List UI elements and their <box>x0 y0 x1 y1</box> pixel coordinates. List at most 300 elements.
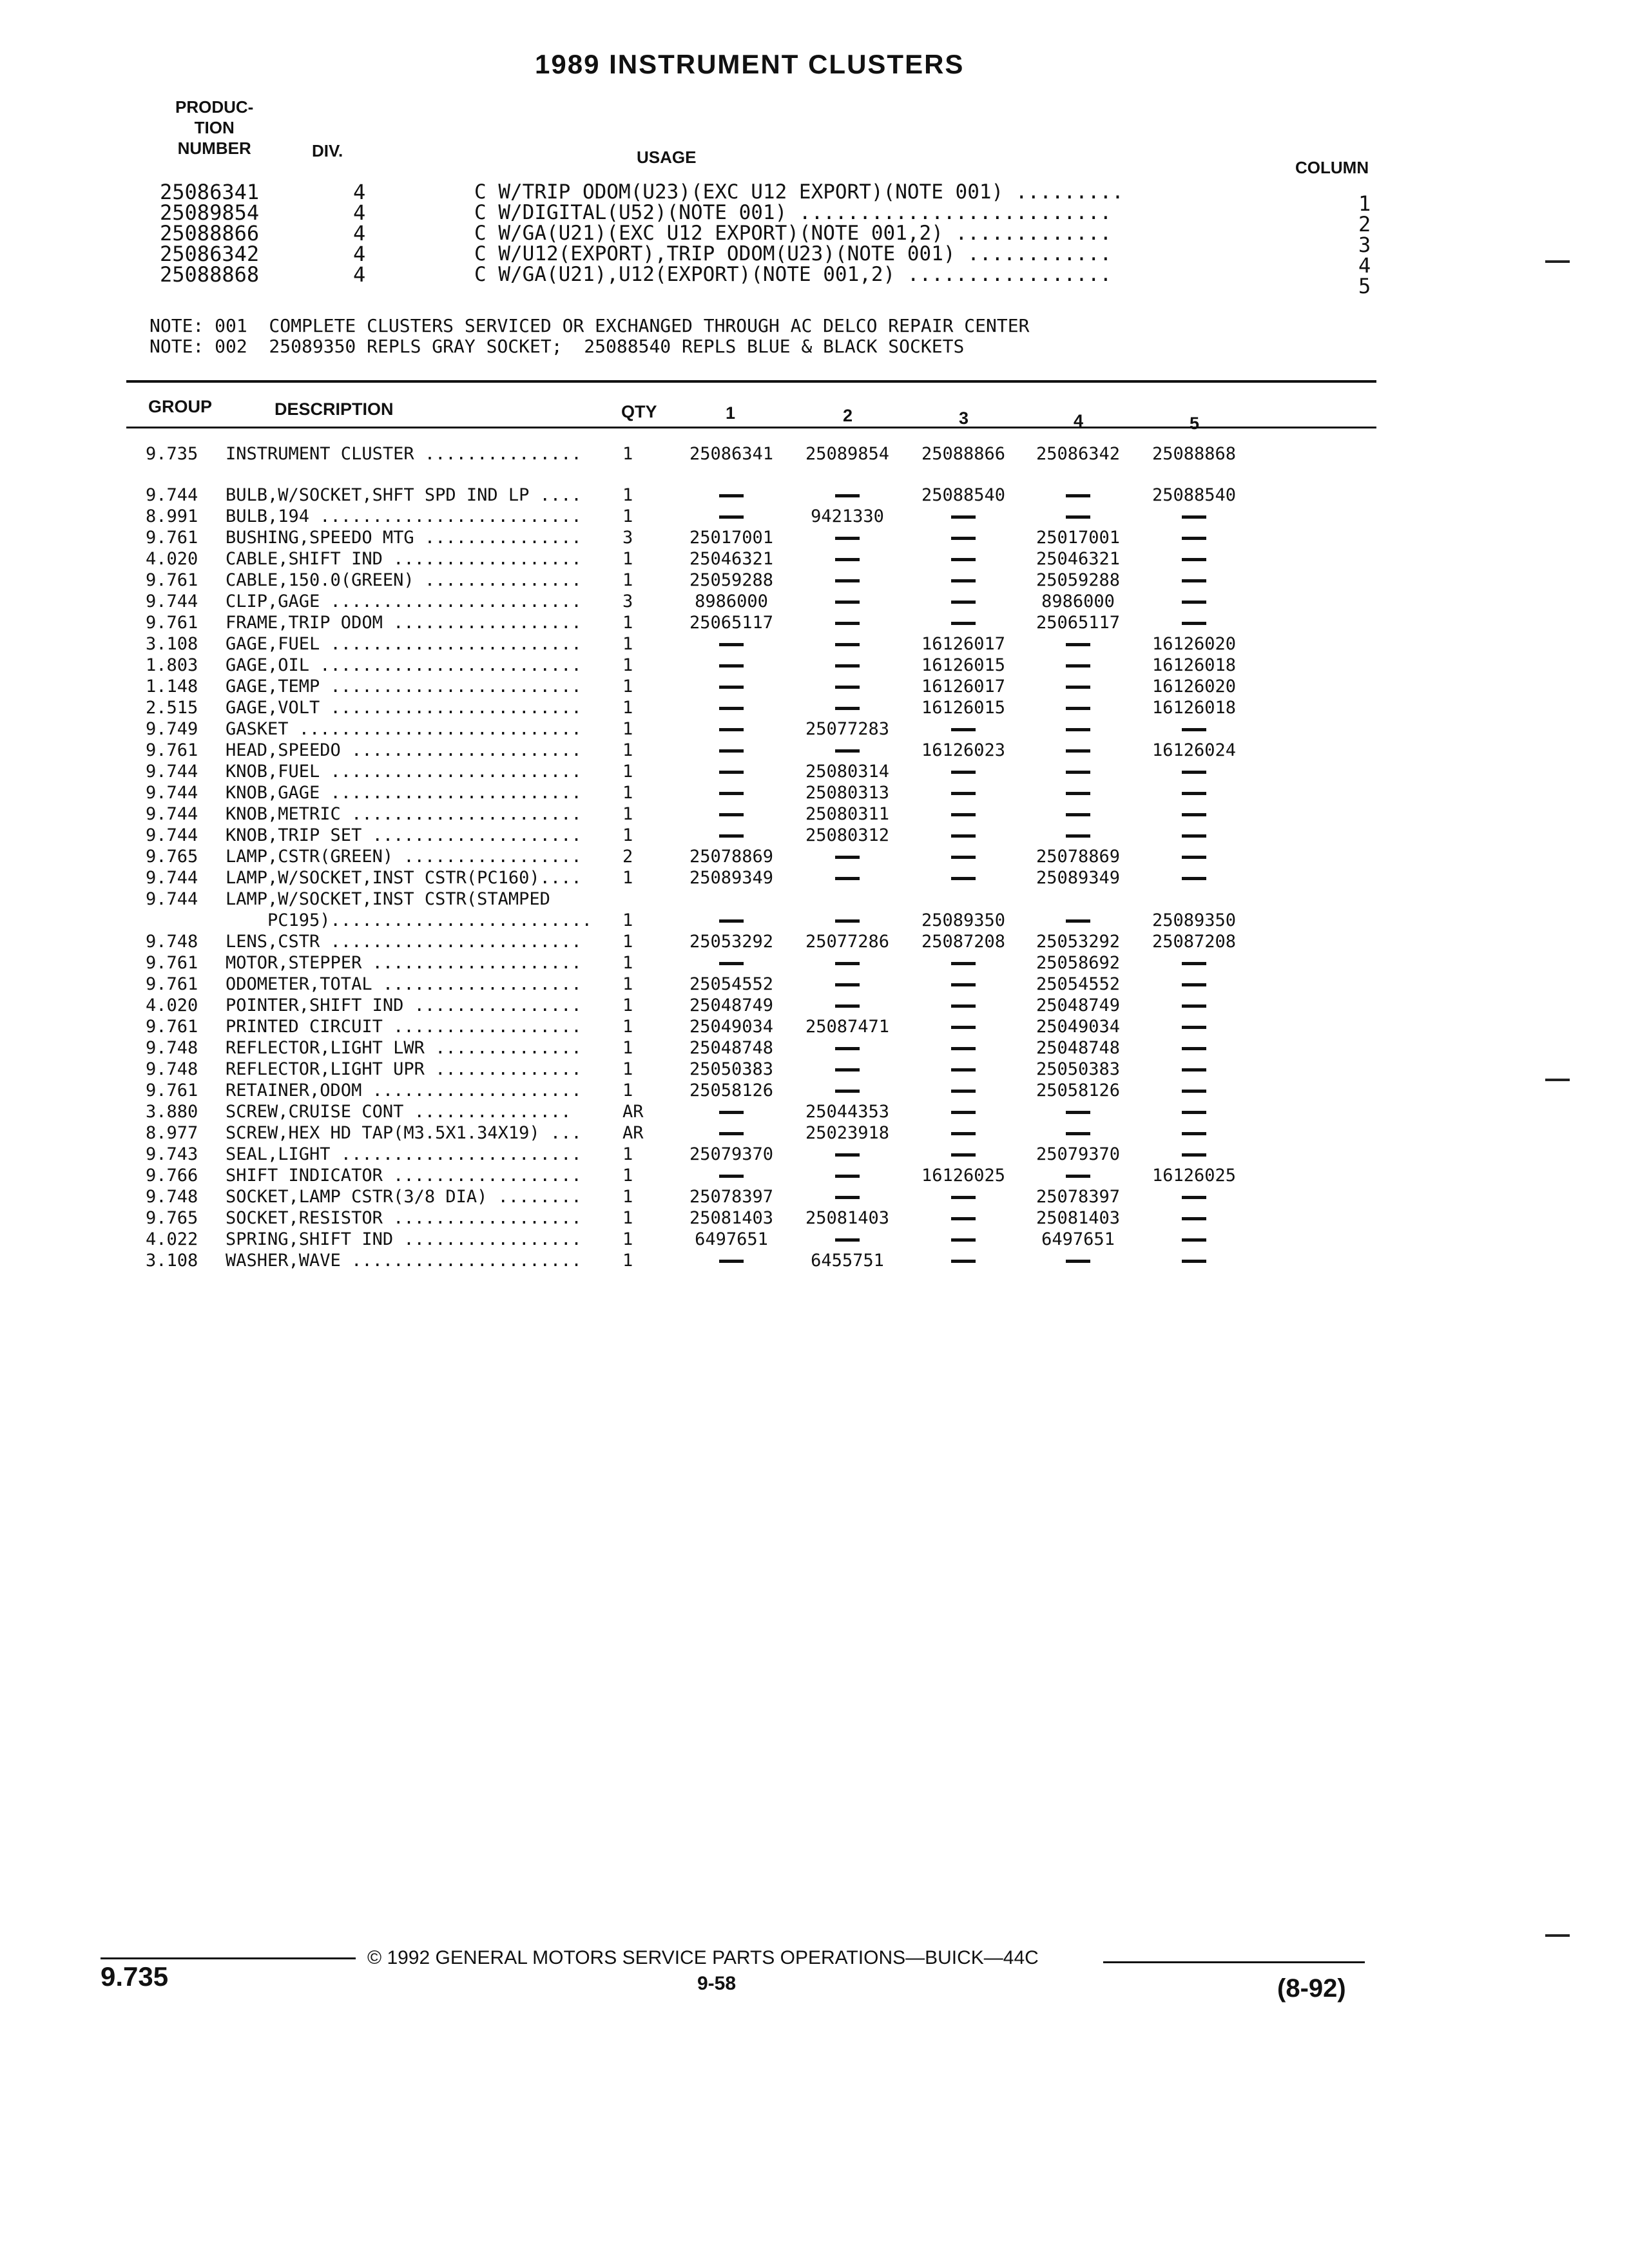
col-4-cell: 25046321 <box>1036 549 1121 569</box>
table-row <box>0 803 1629 825</box>
description-cell: HEAD,SPEEDO ...................... <box>226 740 582 760</box>
col-3-cell <box>909 1059 1018 1080</box>
col-1-cell: 25065117 <box>689 613 774 633</box>
qty-cell: 1 <box>622 804 633 824</box>
col-4-cell <box>1023 761 1133 782</box>
group-cell: 9.744 <box>146 591 198 611</box>
dash-mark <box>835 1153 860 1157</box>
col-5-cell <box>1139 1229 1249 1250</box>
description-cell: MOTOR,STEPPER .................... <box>226 953 582 973</box>
production-number-header: PRODUC- TION NUMBER <box>175 97 254 158</box>
table-row <box>0 1080 1629 1101</box>
qty-cell: 1 <box>622 1229 633 1249</box>
description-cell: RETAINER,ODOM .................... <box>226 1081 582 1100</box>
col-1-cell: 8986000 <box>695 591 768 611</box>
col-5-cell <box>1139 1059 1249 1080</box>
col-4-cell <box>1023 718 1133 740</box>
group-cell: 9.766 <box>146 1166 198 1186</box>
dash-mark <box>1182 856 1206 859</box>
description-cell: KNOB,TRIP SET .................... <box>226 825 582 845</box>
qty-cell: 1 <box>622 974 633 994</box>
col-5-cell: 25088540 <box>1152 485 1237 505</box>
col-1-header: 1 <box>726 403 736 423</box>
table-row <box>0 1186 1629 1207</box>
col-2-cell <box>793 910 902 931</box>
col-5-cell <box>1139 1122 1249 1144</box>
dash-mark <box>835 537 860 540</box>
dash-mark <box>1182 813 1206 816</box>
dash-mark <box>1182 792 1206 795</box>
dash-mark <box>835 1196 860 1199</box>
col-2-cell <box>793 1165 902 1186</box>
copyright-line: © 1992 GENERAL MOTORS SERVICE PARTS OPERATIONS—BUICK—44C <box>367 1947 1039 1968</box>
col-4-cell: 25054552 <box>1036 974 1121 994</box>
col-4-cell: 25053292 <box>1036 932 1121 952</box>
dash-mark <box>1182 1153 1206 1157</box>
group-cell: 9.744 <box>146 762 198 782</box>
table-row <box>0 846 1629 867</box>
col-2-cell <box>793 612 902 633</box>
col-4-cell <box>1023 740 1133 761</box>
qty-cell: 1 <box>622 995 633 1015</box>
col-4-cell: 25078397 <box>1036 1187 1121 1207</box>
dash-mark <box>719 834 744 838</box>
group-cell: 9.761 <box>146 974 198 994</box>
col-1-cell <box>677 782 786 803</box>
col-5-cell <box>1139 506 1249 527</box>
dash-mark <box>951 1026 976 1029</box>
qty-cell: 1 <box>622 1081 633 1100</box>
dash-mark <box>835 664 860 668</box>
footer-group-number: 9.735 <box>101 1961 169 1992</box>
col-4-cell: 25048748 <box>1036 1038 1121 1058</box>
description-cell: GAGE,VOLT ........................ <box>226 698 582 718</box>
dash-mark <box>719 792 744 795</box>
col-2-cell <box>793 1229 902 1250</box>
table-row <box>0 1037 1629 1059</box>
col-3-cell: 16126015 <box>921 655 1006 675</box>
description-cell: WASHER,WAVE ...................... <box>226 1251 582 1271</box>
table-row <box>0 952 1629 974</box>
dash-mark <box>1066 1260 1090 1263</box>
dash-mark <box>951 579 976 582</box>
group-cell: 9.765 <box>146 1208 198 1228</box>
dash-mark <box>719 749 744 753</box>
production-number: 25088866 <box>160 221 260 245</box>
col-5-cell <box>1139 1037 1249 1059</box>
production-number: 25086341 <box>160 180 260 204</box>
col-1-cell: 25081403 <box>689 1208 774 1228</box>
qty-cell: 1 <box>622 1166 633 1186</box>
col-1-cell <box>677 952 786 974</box>
col-2-cell <box>793 952 902 974</box>
qty-cell: 1 <box>622 1017 633 1037</box>
col-3-cell <box>909 1207 1018 1229</box>
col-3-cell <box>909 570 1018 591</box>
col-5-cell <box>1139 612 1249 633</box>
dash-mark <box>1182 1111 1206 1114</box>
dash-mark <box>1066 1132 1090 1135</box>
dash-mark <box>1182 601 1206 604</box>
footer-page-number: 9-58 <box>697 1973 737 1994</box>
col-3-cell: 16126017 <box>921 634 1006 654</box>
qty-cell: AR <box>622 1102 644 1122</box>
table-row <box>0 527 1629 548</box>
col-4-cell <box>1023 655 1133 676</box>
dash-mark <box>1182 983 1206 986</box>
col-4-cell <box>1023 1101 1133 1122</box>
col-5-cell <box>1139 1207 1249 1229</box>
col-4-cell: 8986000 <box>1041 591 1115 611</box>
col-3-cell <box>909 782 1018 803</box>
qty-cell: 1 <box>622 719 633 739</box>
col-1-cell: 25049034 <box>689 1017 774 1037</box>
description-cell: INSTRUMENT CLUSTER ............... <box>226 444 582 464</box>
description-cell: FRAME,TRIP ODOM .................. <box>226 613 582 633</box>
table-row <box>0 1250 1629 1271</box>
dash-mark <box>951 834 976 838</box>
col-2-cell <box>793 1144 902 1165</box>
col-4-cell <box>1023 676 1133 697</box>
qty-cell: 1 <box>622 444 633 464</box>
dash-mark <box>1182 1260 1206 1263</box>
qty-cell: 1 <box>622 1038 633 1058</box>
dash-mark <box>1182 1004 1206 1008</box>
note-001: NOTE: 001 COMPLETE CLUSTERS SERVICED OR EXCHANGED THROUGH AC DELCO REPAIR CENTER <box>149 315 1030 336</box>
group-cell: 9.744 <box>146 783 198 803</box>
col-5-cell: 16126024 <box>1152 740 1237 760</box>
table-row <box>0 761 1629 782</box>
dash-mark <box>835 1068 860 1072</box>
dash-mark <box>951 728 976 731</box>
group-cell: 9.744 <box>146 804 198 824</box>
col-1-cell <box>677 655 786 676</box>
col-1-cell: 25017001 <box>689 528 774 548</box>
col-3-cell <box>909 803 1018 825</box>
production-div: 4 <box>353 221 366 245</box>
dash-mark <box>835 686 860 689</box>
production-div: 4 <box>353 200 366 225</box>
col-4-cell: 25050383 <box>1036 1059 1121 1079</box>
table-row <box>0 1016 1629 1037</box>
col-5-cell <box>1139 527 1249 548</box>
col-2-cell <box>793 591 902 612</box>
dash-mark <box>835 1004 860 1008</box>
col-1-cell <box>677 825 786 846</box>
qty-cell: 1 <box>622 634 633 654</box>
col-3-cell: 16126025 <box>921 1166 1006 1186</box>
table-row <box>0 655 1629 676</box>
description-cell: BUSHING,SPEEDO MTG ............... <box>226 528 582 548</box>
dash-mark <box>951 558 976 561</box>
note-002: NOTE: 002 25089350 REPLS GRAY SOCKET; 25088540 REPLS BLUE & BLACK SOCKETS <box>149 336 965 357</box>
dash-mark <box>1066 834 1090 838</box>
dash-mark <box>835 1047 860 1050</box>
col-5-cell <box>1139 1016 1249 1037</box>
col-3-cell <box>909 527 1018 548</box>
dash-mark <box>719 686 744 689</box>
div-header: DIV. <box>312 141 343 160</box>
col-3-cell <box>909 506 1018 527</box>
description-cell: REFLECTOR,LIGHT LWR .............. <box>226 1038 582 1058</box>
description-cell: SHIFT INDICATOR .................. <box>226 1166 582 1186</box>
description-cell: CLIP,GAGE ........................ <box>226 591 582 611</box>
dash-mark <box>1066 771 1090 774</box>
col-5-cell <box>1139 570 1249 591</box>
col-3-cell: 16126017 <box>921 677 1006 697</box>
col-4-cell <box>1023 506 1133 527</box>
table-row <box>0 548 1629 570</box>
dash-mark <box>1066 749 1090 753</box>
dash-mark <box>951 1238 976 1242</box>
table-header-rule <box>126 427 1376 428</box>
col-5-cell <box>1139 846 1249 867</box>
description-cell: SPRING,SHIFT IND ................. <box>226 1229 582 1249</box>
col-2-cell <box>793 867 902 889</box>
col-3-cell <box>909 1250 1018 1271</box>
description-cell: POINTER,SHIFT IND ................ <box>226 995 582 1015</box>
col-2-cell <box>793 974 902 995</box>
qty-cell: AR <box>622 1123 644 1143</box>
col-4-cell <box>1023 1250 1133 1271</box>
dash-mark <box>719 1132 744 1135</box>
qty-cell: 1 <box>622 1144 633 1164</box>
group-cell: 9.748 <box>146 932 198 952</box>
col-1-cell <box>677 1101 786 1122</box>
col-5-cell: 16126018 <box>1152 698 1237 718</box>
table-row <box>0 443 1629 465</box>
col-2-cell: 9421330 <box>811 506 884 526</box>
group-cell: 9.748 <box>146 1059 198 1079</box>
description-header: DESCRIPTION <box>275 399 394 419</box>
col-2-cell: 25087471 <box>805 1017 890 1037</box>
col-3-cell: 16126023 <box>921 740 1006 760</box>
table-row <box>0 676 1629 697</box>
dash-mark <box>1066 1175 1090 1178</box>
dash-mark <box>951 877 976 880</box>
table-row <box>0 910 1629 931</box>
group-cell: 9.761 <box>146 570 198 590</box>
table-row <box>0 740 1629 761</box>
col-2-cell <box>793 570 902 591</box>
col-1-cell: 25058126 <box>689 1081 774 1100</box>
col-1-cell: 25054552 <box>689 974 774 994</box>
description-cell: GAGE,OIL ......................... <box>226 655 582 675</box>
col-4-cell <box>1023 825 1133 846</box>
column-header: COLUMN <box>1295 158 1369 177</box>
col-2-cell <box>793 633 902 655</box>
col-4-cell <box>1023 782 1133 803</box>
col-4-cell: 25086342 <box>1036 444 1121 464</box>
col-5-cell <box>1139 867 1249 889</box>
production-column: 3 <box>1358 233 1371 257</box>
col-4-cell <box>1023 910 1133 931</box>
dash-mark <box>951 813 976 816</box>
usage-header: USAGE <box>637 148 697 167</box>
dash-mark <box>1182 728 1206 731</box>
margin-mark <box>1545 260 1570 263</box>
dash-mark <box>719 1260 744 1263</box>
group-cell: 4.020 <box>146 995 198 1015</box>
group-cell: 9.748 <box>146 1187 198 1207</box>
col-4-cell <box>1023 1165 1133 1186</box>
table-top-rule <box>126 380 1376 383</box>
margin-mark <box>1545 1934 1570 1937</box>
dash-mark <box>835 1238 860 1242</box>
description-cell: ODOMETER,TOTAL ................... <box>226 974 582 994</box>
dash-mark <box>951 622 976 625</box>
group-cell: 9.749 <box>146 719 198 739</box>
col-2-cell <box>793 995 902 1016</box>
table-row <box>0 995 1629 1016</box>
production-column: 5 <box>1358 274 1371 298</box>
col-3-cell <box>909 1122 1018 1144</box>
dash-mark <box>1182 834 1206 838</box>
table-row <box>0 612 1629 633</box>
col-1-cell: 25059288 <box>689 570 774 590</box>
dash-mark <box>951 537 976 540</box>
dash-mark <box>719 919 744 923</box>
description-cell: SOCKET,RESISTOR .................. <box>226 1208 582 1228</box>
col-2-cell <box>793 527 902 548</box>
col-1-cell: 25053292 <box>689 932 774 952</box>
dash-mark <box>1182 515 1206 519</box>
col-4-header: 4 <box>1074 411 1084 430</box>
dash-mark <box>719 728 744 731</box>
qty-cell: 1 <box>622 506 633 526</box>
col-4-cell: 25048749 <box>1036 995 1121 1015</box>
dash-mark <box>1182 1132 1206 1135</box>
description-cell: GASKET ........................... <box>226 719 582 739</box>
col-4-cell <box>1023 485 1133 506</box>
dash-mark <box>1182 962 1206 965</box>
col-4-cell: 25078869 <box>1036 847 1121 867</box>
dash-mark <box>835 1175 860 1178</box>
qty-cell: 2 <box>622 847 633 867</box>
col-2-cell: 25089854 <box>805 444 890 464</box>
col-3-cell: 16126015 <box>921 698 1006 718</box>
group-cell: 2.515 <box>146 698 198 718</box>
dash-mark <box>1182 558 1206 561</box>
group-cell: 4.022 <box>146 1229 198 1249</box>
col-1-cell <box>677 506 786 527</box>
description-cell: LENS,CSTR ........................ <box>226 932 582 952</box>
production-div: 4 <box>353 262 366 287</box>
col-3-cell <box>909 974 1018 995</box>
table-row <box>0 506 1629 527</box>
col-4-cell: 25089349 <box>1036 868 1121 888</box>
table-row <box>0 1122 1629 1144</box>
group-cell: 9.735 <box>146 444 198 464</box>
col-2-cell: 25080311 <box>805 804 890 824</box>
dash-mark <box>835 749 860 753</box>
col-5-cell <box>1139 952 1249 974</box>
dash-mark <box>951 1111 976 1114</box>
group-cell: 3.108 <box>146 634 198 654</box>
dash-mark <box>835 707 860 710</box>
dash-mark <box>951 1260 976 1263</box>
production-div: 4 <box>353 242 366 266</box>
col-1-cell: 25046321 <box>689 549 774 569</box>
description-cell: REFLECTOR,LIGHT UPR .............. <box>226 1059 582 1079</box>
dash-mark <box>1066 792 1090 795</box>
production-usage: C W/GA(U21)(EXC U12 EXPORT)(NOTE 001,2) ............. <box>474 222 1112 245</box>
qty-cell: 1 <box>622 1187 633 1207</box>
col-1-cell <box>677 485 786 506</box>
group-cell: 3.108 <box>146 1251 198 1271</box>
col-5-cell: 16126020 <box>1152 634 1237 654</box>
dash-mark <box>951 771 976 774</box>
description-cell: SCREW,HEX HD TAP(M3.5X1.34X19) ... <box>226 1123 582 1143</box>
col-1-cell: 25048749 <box>689 995 774 1015</box>
table-row <box>0 974 1629 995</box>
page-title: 1989 INSTRUMENT CLUSTERS <box>535 49 965 79</box>
table-row <box>0 889 1629 910</box>
description-cell: KNOB,METRIC ...................... <box>226 804 582 824</box>
col-4-cell: 25079370 <box>1036 1144 1121 1164</box>
production-number: 25089854 <box>160 200 260 225</box>
col-3-cell <box>909 995 1018 1016</box>
production-usage: C W/DIGITAL(U52)(NOTE 001) .......................... <box>474 201 1112 224</box>
dash-mark <box>1182 1217 1206 1220</box>
qty-cell: 1 <box>622 1059 633 1079</box>
col-3-cell <box>909 591 1018 612</box>
description-cell: BULB,W/SOCKET,SHFT SPD IND LP .... <box>226 485 582 505</box>
table-row <box>0 570 1629 591</box>
col-5-cell <box>1139 995 1249 1016</box>
dash-mark <box>951 1153 976 1157</box>
col-1-cell <box>677 718 786 740</box>
dash-mark <box>1066 1111 1090 1114</box>
dash-mark <box>951 792 976 795</box>
description-cell: SCREW,CRUISE CONT ............... <box>226 1102 572 1122</box>
dash-mark <box>719 643 744 646</box>
table-row <box>0 1229 1629 1250</box>
qty-cell: 1 <box>622 613 633 633</box>
col-3-cell <box>909 1144 1018 1165</box>
description-cell: KNOB,GAGE ........................ <box>226 783 582 803</box>
table-row <box>0 633 1629 655</box>
col-3-cell <box>909 761 1018 782</box>
dash-mark <box>1182 1068 1206 1072</box>
col-3-header: 3 <box>959 408 969 428</box>
dash-mark <box>835 558 860 561</box>
col-4-cell: 25049034 <box>1036 1017 1121 1037</box>
col-1-cell <box>677 1122 786 1144</box>
col-5-header: 5 <box>1190 414 1200 433</box>
col-2-cell <box>793 697 902 718</box>
group-cell: 9.761 <box>146 953 198 973</box>
col-2-cell <box>793 1037 902 1059</box>
col-1-cell: 6497651 <box>695 1229 768 1249</box>
description-cell: PRINTED CIRCUIT .................. <box>226 1017 582 1037</box>
qty-cell: 1 <box>622 549 633 569</box>
dash-mark <box>951 1132 976 1135</box>
col-5-cell <box>1139 1144 1249 1165</box>
group-cell: 1.148 <box>146 677 198 697</box>
production-usage: C W/U12(EXPORT),TRIP ODOM(U23)(NOTE 001) ............ <box>474 242 1112 265</box>
col-2-cell: 25081403 <box>805 1208 890 1228</box>
dash-mark <box>951 601 976 604</box>
dash-mark <box>835 622 860 625</box>
col-1-cell: 25078397 <box>689 1187 774 1207</box>
dash-mark <box>719 515 744 519</box>
dash-mark <box>1182 1090 1206 1093</box>
group-cell: 9.744 <box>146 485 198 505</box>
col-4-cell: 25058126 <box>1036 1081 1121 1100</box>
dash-mark <box>719 1175 744 1178</box>
col-2-cell <box>793 548 902 570</box>
